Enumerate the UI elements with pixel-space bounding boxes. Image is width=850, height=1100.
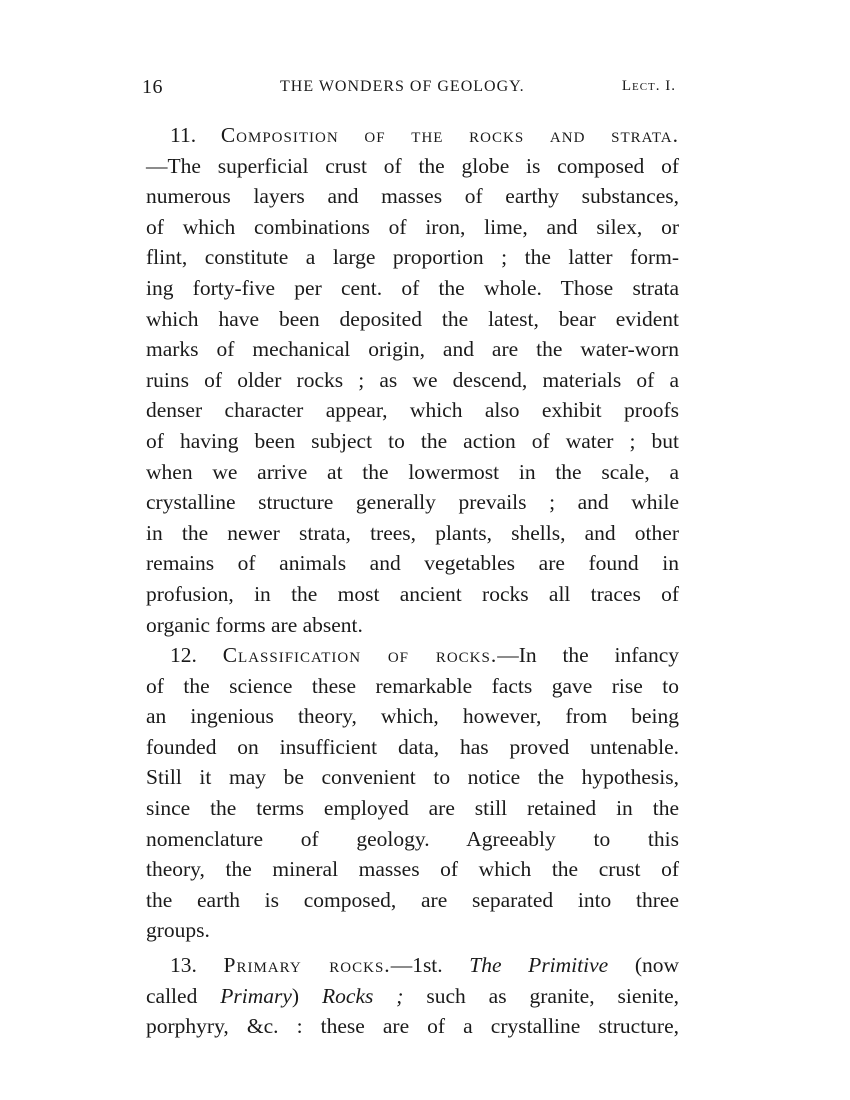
italic-term: The Primitive xyxy=(469,953,609,978)
section-heading: Composition of the rocks and strata. xyxy=(220,123,679,147)
paragraph-section-11 xyxy=(146,120,679,640)
text-line: when we arrive at the lowermost in the scale, a xyxy=(146,459,679,484)
section-heading: Classification of rocks. xyxy=(222,643,498,668)
text-line: numerous layers and masses of earthy substances, xyxy=(146,184,679,209)
text-line: ruins of older rocks ; as we descend, materials of a xyxy=(146,367,679,392)
text-line: an ingenious theory, which, however, from being xyxy=(146,704,679,729)
text-line: denser character appear, which also exhibit proofs xyxy=(146,398,679,423)
lecture-reference: Lect. I. xyxy=(621,78,676,94)
text-line: profusion, in the most ancient rocks all traces of xyxy=(146,581,679,606)
paragraph-section-12 xyxy=(146,640,679,946)
text-line: porphyry, &c. : these are of a crystalline structure, xyxy=(146,1014,679,1039)
paragraph-section-13 xyxy=(146,950,679,1042)
running-head xyxy=(142,76,682,106)
page-number: 16 xyxy=(142,76,163,98)
text-run: (now xyxy=(608,953,680,978)
text-run: —1st. xyxy=(390,953,470,978)
section-number: 13. xyxy=(170,953,197,978)
text-line: nomenclature of geology. Agreeably to this xyxy=(146,826,679,851)
text-line: flint, constitute a large proportion ; the latter form- xyxy=(146,245,679,270)
text-line: the earth is composed, are separated into three xyxy=(146,887,679,912)
text-line: since the terms employed are still retained in the xyxy=(146,796,679,821)
text-line: of which combinations of iron, lime, and silex, or xyxy=(146,214,679,239)
text-line: remains of animals and vegetables are found in xyxy=(146,551,679,576)
section-number: 11. xyxy=(170,123,197,147)
section-12-heading-line xyxy=(146,640,679,671)
text-run: ) xyxy=(291,983,323,1008)
text-line: founded on insufficient data, has proved untenable. xyxy=(146,734,679,759)
text-run: such as granite, sienite, xyxy=(403,983,679,1008)
text-line: —The superficial crust of the globe is composed of xyxy=(146,153,679,178)
text-line: of the science these remarkable facts gave rise to xyxy=(146,673,679,698)
body-text xyxy=(146,120,679,1042)
text-line: organic forms are absent. xyxy=(146,612,363,637)
text-line: crystalline structure generally prevails ; and while xyxy=(146,490,679,515)
section-13-heading-line xyxy=(146,950,679,981)
text-line: groups. xyxy=(146,918,210,943)
text-line: of having been subject to the action of water ; but xyxy=(146,428,679,453)
italic-term: Primary xyxy=(220,983,292,1008)
text-run: —In the infancy xyxy=(497,643,679,668)
text-line: in the newer strata, trees, plants, shells, and other xyxy=(146,520,679,545)
section-heading: Primary rocks. xyxy=(223,953,391,978)
italic-term: Rocks ; xyxy=(322,983,404,1008)
text-line: ing forty-five per cent. of the whole. Those strata xyxy=(146,275,679,300)
text-run: called xyxy=(146,983,221,1008)
section-11-heading-line xyxy=(146,120,679,151)
text-line: Still it may be convenient to notice the hypothesis, xyxy=(146,765,679,790)
text-line: marks of mechanical origin, and are the water-worn xyxy=(146,337,679,362)
running-title: THE WONDERS OF GEOLOGY. xyxy=(280,78,525,95)
text-line: theory, the mineral masses of which the crust of xyxy=(146,857,679,882)
section-number: 12. xyxy=(170,643,197,668)
text-line xyxy=(146,981,679,1012)
text-line: which have been deposited the latest, bear evident xyxy=(146,306,679,331)
